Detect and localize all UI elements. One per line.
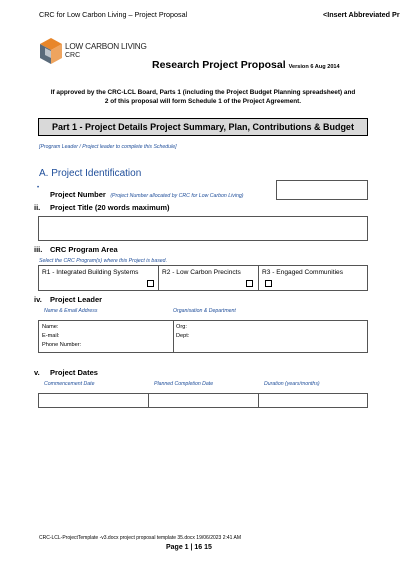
program-r1-checkbox[interactable]: [147, 280, 154, 287]
program-r3-label: R3 - Engaged Communities: [262, 269, 343, 276]
part1-heading: Part 1 - Project Details Project Summary, Plan, Contributions & Budget: [52, 122, 354, 132]
project-number-note: (Project Number allocated by CRC for Low Carbon Living): [110, 193, 244, 199]
crc-logo-icon: [38, 36, 64, 66]
dates-col-duration: Duration (years/months): [264, 381, 320, 387]
project-title-input[interactable]: [38, 216, 368, 241]
project-title-label: Project Title (20 words maximum): [50, 203, 170, 212]
item-ii-number: ii.: [34, 203, 41, 212]
item-iii-number: iii.: [34, 245, 43, 254]
project-dates-label: Project Dates: [50, 368, 98, 377]
intro-text: [38, 88, 368, 106]
intro-line-2: 2 of this proposal will form Schedule 1 of the Project Agreement.: [104, 98, 302, 105]
leader-name-email-cell[interactable]: [38, 320, 174, 353]
program-area-note: Select the CRC Program(s) where this Project is based.: [39, 258, 168, 264]
project-number-label: Project Number: [50, 190, 106, 199]
leader-dept-label: Dept:: [176, 333, 190, 339]
dates-col-completion: Planned Completion Date: [154, 381, 214, 387]
program-r2-cell[interactable]: [158, 265, 259, 291]
item-v-number: v.: [34, 368, 40, 377]
header-right-title: <Insert Abbreviated Pr: [323, 10, 400, 19]
part1-note: [Program Leader / Project leader to complete this Schedule]: [39, 144, 177, 150]
dates-col-commencement: Commencement Date: [44, 381, 95, 387]
duration-input[interactable]: [258, 393, 368, 408]
program-area-label: CRC Program Area: [50, 245, 118, 254]
program-r3-cell[interactable]: [258, 265, 368, 291]
footer-page-number: Page 1 | 16 15: [166, 544, 212, 551]
leader-col-name-email: Name & Email Address: [44, 308, 98, 314]
project-number-input[interactable]: [276, 180, 368, 200]
leader-phone-label: Phone Number:: [42, 342, 82, 348]
logo-text-line1: LOW CARBON LIVING: [65, 42, 147, 51]
leader-col-org-dept: Organisation & Department: [173, 308, 236, 314]
document-title: [152, 59, 340, 71]
program-r2-label: R2 - Low Carbon Precincts: [162, 269, 241, 276]
intro-line-1: If approved by the CRC-LCL Board, Parts 1 (including the Project Budget Planning spreadsheet) and: [50, 89, 356, 96]
program-r1-label: R1 - Integrated Building Systems: [42, 269, 139, 276]
program-r1-cell[interactable]: [38, 265, 159, 291]
completion-date-input[interactable]: [148, 393, 259, 408]
section-a-heading: A. Project Identification: [39, 168, 142, 179]
program-r3-checkbox[interactable]: [265, 280, 272, 287]
item-iv-number: iv.: [34, 295, 42, 304]
bullet-icon: •: [37, 185, 40, 191]
project-number-row: [50, 184, 244, 202]
leader-org-label: Org:: [176, 324, 187, 330]
project-leader-label: Project Leader: [50, 295, 103, 304]
leader-name-label: Name:: [42, 324, 59, 330]
document-title-text: Research Project Proposal: [152, 59, 286, 71]
leader-org-dept-cell[interactable]: [173, 320, 368, 353]
leader-email-label: E-mail:: [42, 333, 60, 339]
document-version: Version 6 Aug 2014: [288, 64, 340, 70]
footer-file-info: CRC-LCL-ProjectTemplate -v3.docx project proposal template 35.docx 19/06/2023 2:41 AM: [39, 535, 242, 541]
program-r2-checkbox[interactable]: [246, 280, 253, 287]
logo-text-line2: CRC: [65, 52, 81, 59]
commencement-date-input[interactable]: [38, 393, 149, 408]
header-left-title: CRC for Low Carbon Living – Project Proposal: [39, 10, 188, 19]
